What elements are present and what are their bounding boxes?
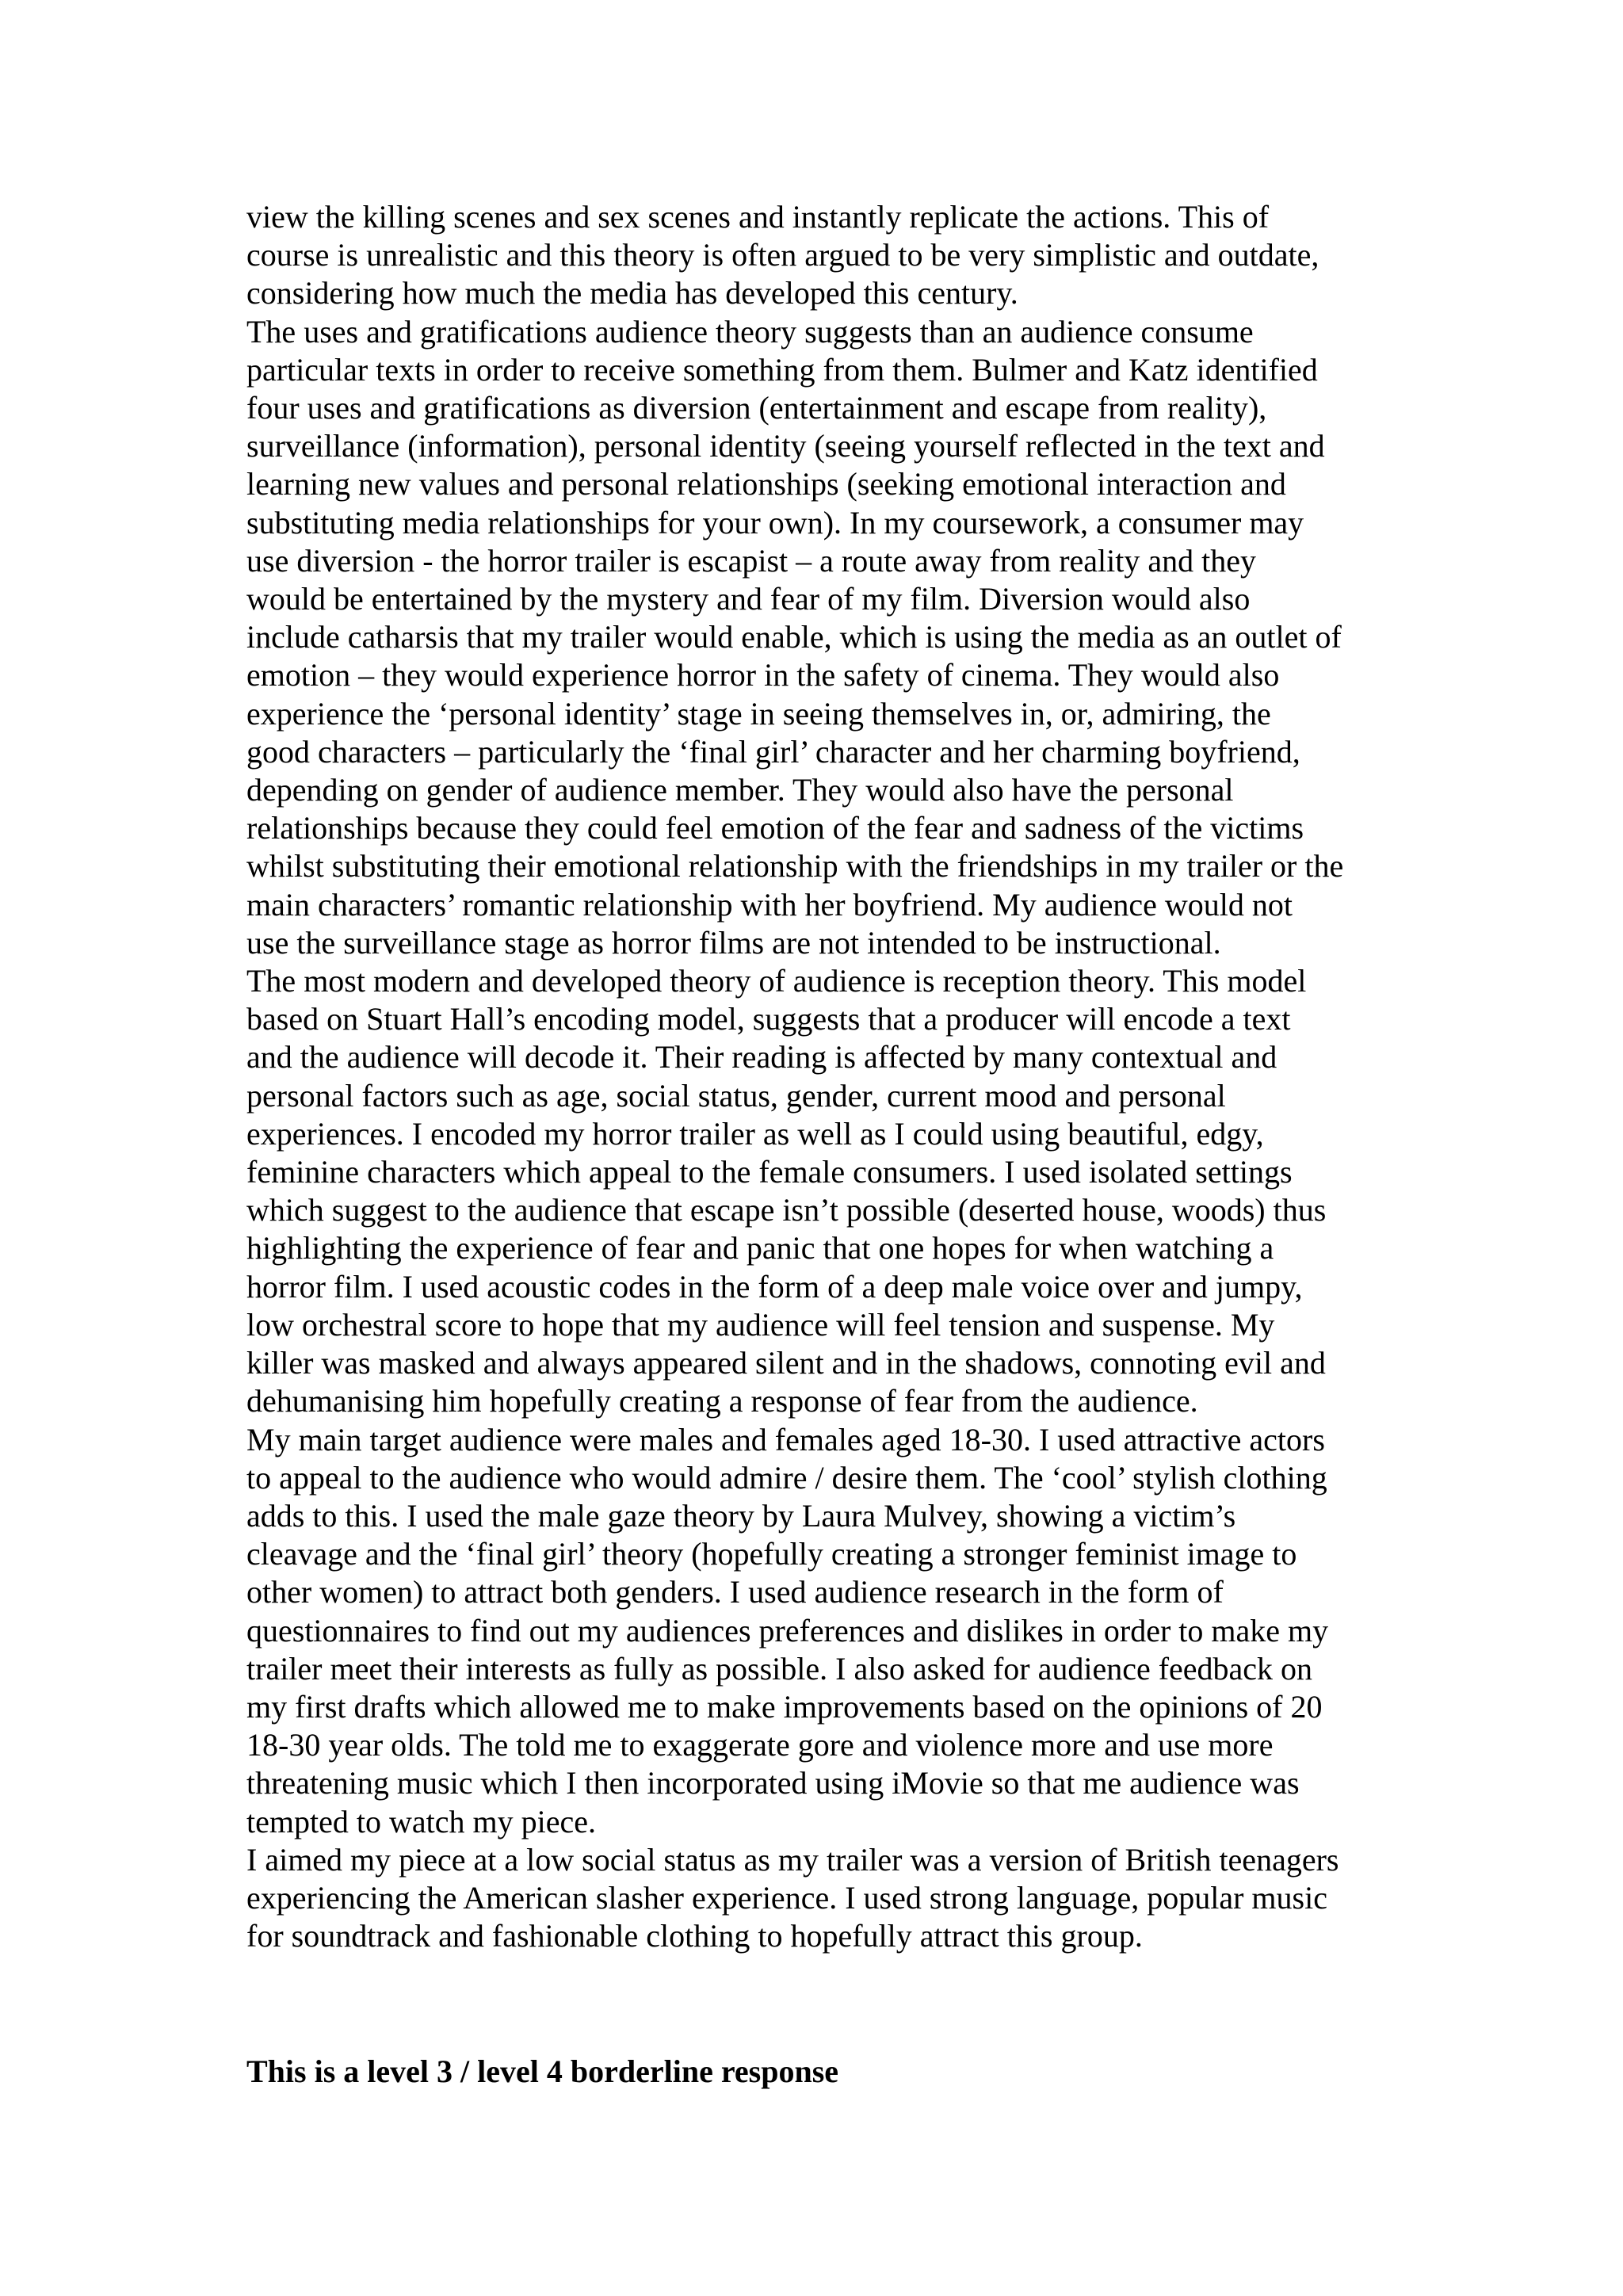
text-line: experiences. I encoded my horror trailer as well as I could using beautiful, edgy, [246, 1115, 1264, 1152]
essay-body [246, 198, 1396, 1955]
text-line: questionnaires to find out my audiences preferences and dislikes in order to make my [246, 1612, 1329, 1648]
text-line: substituting media relationships for your own). In my coursework, a consumer may [246, 504, 1304, 541]
text-line: experiencing the American slasher experience. I used strong language, popular music [246, 1879, 1327, 1916]
text-line: surveillance (information), personal identity (seeing yourself reflected in the text and [246, 428, 1325, 464]
text-line: view the killing scenes and sex scenes and instantly replicate the actions. This of [246, 199, 1270, 235]
text-line: horror film. I used acoustic codes in the form of a deep male voice over and jumpy, [246, 1268, 1303, 1305]
text-line: cleavage and the ‘final girl’ theory (hopefully creating a stronger feminist image to [246, 1536, 1297, 1572]
text-line: considering how much the media has developed this century. [246, 275, 1018, 311]
text-line: I aimed my piece at a low social status as my trailer was a version of British teenagers [246, 1841, 1339, 1878]
text-line: use the surveillance stage as horror films are not intended to be instructional. [246, 924, 1221, 961]
text-line: threatening music which I then incorporated using iMovie so that me audience was [246, 1765, 1300, 1801]
text-line: killer was masked and always appeared silent and in the shadows, connoting evil and [246, 1345, 1326, 1381]
text-line: based on Stuart Hall’s encoding model, suggests that a producer will encode a text [246, 1001, 1291, 1037]
text-line: adds to this. I used the male gaze theory by Laura Mulvey, showing a victim’s [246, 1497, 1236, 1534]
text-line: whilst substituting their emotional relationship with the friendships in my trailer or the [246, 848, 1344, 884]
text-line: low orchestral score to hope that my audience will feel tension and suspense. My [246, 1306, 1275, 1343]
text-line: use diversion - the horror trailer is escapist – a route away from reality and they [246, 542, 1257, 579]
text-line: The most modern and developed theory of audience is reception theory. This model [246, 963, 1307, 999]
text-line: my first drafts which allowed me to make improvements based on the opinions of 20 [246, 1688, 1323, 1725]
assessment-verdict: This is a level 3 / level 4 borderline response [246, 2053, 839, 2089]
text-line: personal factors such as age, social status, gender, current mood and personal [246, 1077, 1226, 1114]
text-line: include catharsis that my trailer would enable, which is using the media as an outlet of [246, 619, 1342, 655]
text-line: and the audience will decode it. Their reading is affected by many contextual and [246, 1039, 1277, 1075]
text-line: The uses and gratifications audience theory suggests than an audience consume [246, 313, 1254, 350]
text-line: trailer meet their interests as fully as possible. I also asked for audience feedback on [246, 1650, 1313, 1687]
text-line: other women) to attract both genders. I used audience research in the form of [246, 1574, 1224, 1610]
text-line: highlighting the experience of fear and panic that one hopes for when watching a [246, 1230, 1274, 1266]
text-line: dehumanising him hopefully creating a response of fear from the audience. [246, 1383, 1198, 1419]
text-line: emotion – they would experience horror in the safety of cinema. They would also [246, 657, 1280, 693]
text-line: My main target audience were males and females aged 18-30. I used attractive actors [246, 1421, 1325, 1457]
text-line: feminine characters which appeal to the female consumers. I used isolated settings [246, 1154, 1293, 1190]
text-line: for soundtrack and fashionable clothing to hopefully attract this group. [246, 1918, 1143, 1954]
text-line: 18-30 year olds. The told me to exaggerate gore and violence more and use more [246, 1727, 1274, 1763]
text-line: relationships because they could feel emotion of the fear and sadness of the victims [246, 810, 1304, 846]
text-line: learning new values and personal relationships (seeking emotional interaction and [246, 466, 1286, 502]
text-line: main characters’ romantic relationship with her boyfriend. My audience would not [246, 886, 1293, 923]
text-line: particular texts in order to receive something from them. Bulmer and Katz identified [246, 351, 1318, 388]
text-line: good characters – particularly the ‘final girl’ character and her charming boyfriend, [246, 733, 1300, 770]
text-line: to appeal to the audience who would admire / desire them. The ‘cool’ stylish clothing [246, 1459, 1327, 1496]
text-line: would be entertained by the mystery and fear of my film. Diversion would also [246, 581, 1251, 617]
text-line: course is unrealistic and this theory is often argued to be very simplistic and outdate, [246, 237, 1319, 273]
text-line: which suggest to the audience that escape isn’t possible (deserted house, woods) thus [246, 1192, 1327, 1228]
text-line: depending on gender of audience member. They would also have the personal [246, 772, 1234, 808]
text-line: experience the ‘personal identity’ stage in seeing themselves in, or, admiring, the [246, 695, 1271, 732]
text-line: tempted to watch my piece. [246, 1803, 596, 1839]
text-line: four uses and gratifications as diversion (entertainment and escape from reality), [246, 390, 1267, 426]
